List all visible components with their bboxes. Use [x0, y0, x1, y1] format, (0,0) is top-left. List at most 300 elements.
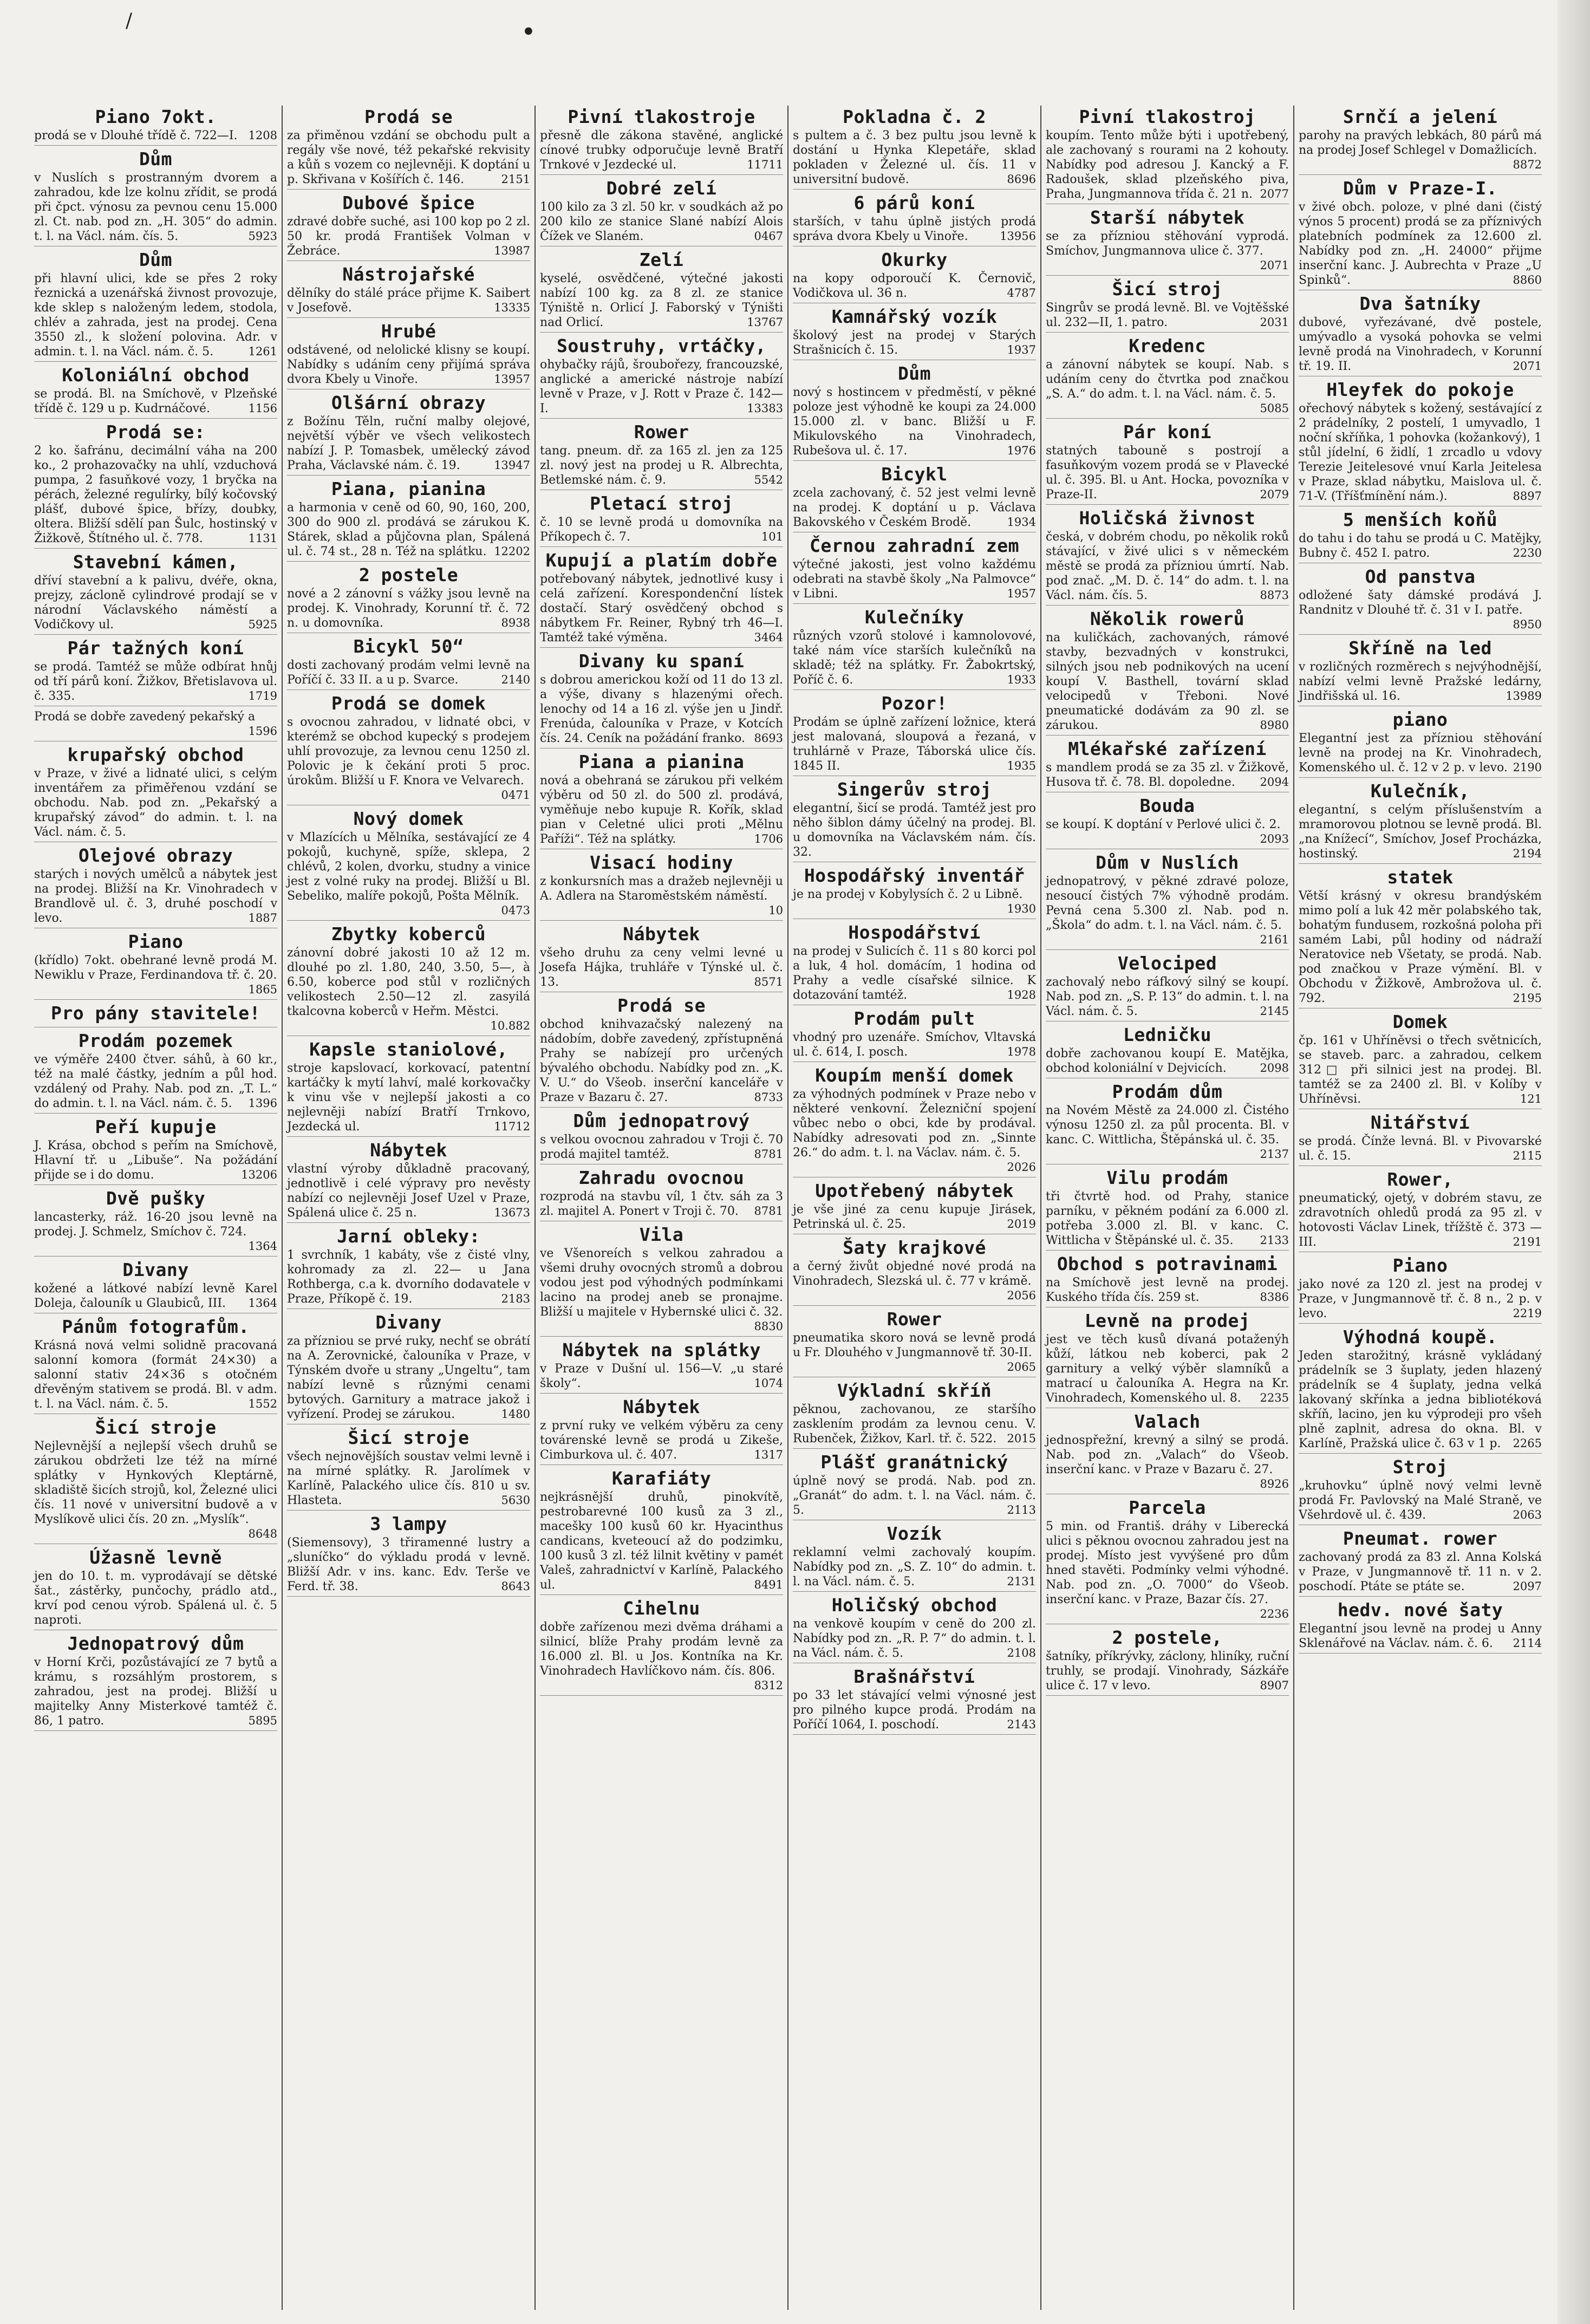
- ad-body: [793, 1087, 1036, 1174]
- ad-text: je na prodej v Kobylysích č. 2 u Libně.: [793, 888, 1023, 901]
- ad-number: 2151: [501, 173, 530, 186]
- classified-ad: [34, 1031, 277, 1114]
- ad-body: [540, 1017, 783, 1105]
- ad-number: 1930: [1007, 902, 1036, 915]
- ad-body: [34, 1655, 277, 1728]
- ad-body: [1299, 1622, 1542, 1651]
- ad-text: starých i nových umělců a nábytek jest na prodej. Bližší na Kr. Vinohradech v Brandlově ul. č. 3, druhé poschodí v levo.: [34, 868, 277, 925]
- ad-title: Dům: [139, 148, 173, 170]
- ad-title: Vila: [639, 1224, 684, 1245]
- column-1: [30, 106, 283, 2310]
- ad-title: Visací hodiny: [590, 852, 733, 873]
- ad-body: [540, 1490, 783, 1592]
- classified-ad: [1299, 1112, 1542, 1166]
- classified-ad: [793, 1309, 1036, 1377]
- ad-number: 3464: [754, 631, 783, 644]
- ad-title: Domek: [1392, 1011, 1448, 1032]
- ad-text: čp. 161 v Uhříněvsi o třech světnicích, se staveb. parc. a zahradou, celkem 312□ při silnici jest na prodej. Bl. tamtéž se za 2400 zl. Bl. v Kolíby v Uhříněvsi.: [1299, 1034, 1542, 1106]
- ad-body: [793, 1202, 1036, 1232]
- ad-body: [1299, 660, 1542, 704]
- ad-body: [287, 1162, 530, 1220]
- ad-text: Singrův se prodá levně. Bl. ve Vojtěšské ul. 232—II, 1. patro.: [1046, 301, 1289, 329]
- ad-number: 1978: [1007, 1045, 1036, 1058]
- ad-title: Nástrojařské: [342, 264, 475, 285]
- ad-text: prodá se v Dlouhé třídě č. 722—I.: [34, 129, 238, 142]
- classified-ad: [1046, 1254, 1289, 1307]
- ad-text: zachovaný prodá za 83 zl. Anna Kolská v Praze, v Jungmannově tř. 11 n. v 2. poschodí. Ptáte se ptáte se.: [1299, 1551, 1542, 1593]
- ad-number: 8386: [1260, 1291, 1289, 1304]
- ad-text: 2 ko. šafránu, decimální váha na 200 ko., 2 prohazovačky na uhlí, vzduchová pumpa, 2 fasuňkové vozy, 1 bryčka na pérách, železné regulírky, bílý kočovský plášť, dubové špice, břízy, doubky, oltera. Bližší sdělí pan Šulc, hostinský v Žižkově, Štítného ul. č. 778.: [34, 444, 277, 545]
- classified-ad: [540, 178, 783, 246]
- ad-text: v Nuslích s prostranným dvorem a zahradou, kde lze kolnu zřídit, se prodá při čpct. výnosu za pevnou cenu 15.000 zl. Ct. nab. pod zn. „H. 305“ do admin. t. l. na Václ. nám. čís. 5.: [34, 171, 277, 243]
- ad-body: [1046, 630, 1289, 733]
- ad-number: 101: [761, 530, 783, 543]
- ad-body: [34, 171, 277, 244]
- ad-text: nejkrásnější druhů, pinokvítě, pestrobarevné 100 kusů za 3 zl., macešky 100 kusů 60 kr. Hyacinthus candicans, kveteoucí až do podzimku, 100 kusů 3 zl. též lilnit květiny v pamét Valeš, zahradnictví v Karlíně, Palackého ul.: [540, 1490, 783, 1592]
- ad-body: [34, 1210, 277, 1253]
- ad-title: Olšární obrazy: [331, 392, 486, 413]
- ad-number: 0467: [754, 230, 783, 243]
- ad-text: koupím. Tento může býti i upotřebený, ale zachovaný s rourami na 2 kohouty. Nabídky pod adresou J. Kancký a F. Radoušek, sklad plzeňského piva, Praha, Jungmannova třída č. 21 n.: [1046, 129, 1289, 201]
- ad-title: Holičský obchod: [831, 1594, 998, 1616]
- ad-number: 8312: [754, 1679, 783, 1692]
- ad-title: Dům jednopatrový: [573, 1110, 750, 1131]
- classified-ad: [287, 809, 530, 921]
- ad-number: 1933: [1007, 673, 1036, 686]
- classified-ad: [1299, 1327, 1542, 1454]
- ad-title: Singerův stroj: [837, 779, 992, 800]
- ad-number: 2133: [1260, 1234, 1289, 1247]
- ad-number: 8491: [754, 1578, 783, 1591]
- ad-number: 2031: [1260, 316, 1289, 329]
- ad-text: Jeden starožitný, krásně vykládaný prádelník se 3 šuplaty, jeden hlazený prádelník se 4 šuplaty, jedna velká lakovaný skřínka a jedna bibliotéková skříň, lacino, jen ku výprodeji pro všeh plně zaplnit, adresa do okna. Bl. v Karlíně, Pražská ulice č. 63 v 1 p.: [1299, 1349, 1542, 1450]
- ad-number: 12202: [494, 545, 530, 558]
- ad-body: [287, 1061, 530, 1134]
- ad-text: J. Krása, obchod s peřím na Smíchově, Hlavní tř. u „Libuše“. Na požádání přijde se i do domu.: [34, 1139, 277, 1182]
- ad-title: Divany: [375, 1312, 442, 1333]
- ad-body: [540, 200, 783, 244]
- classified-ad: [1299, 867, 1542, 1008]
- ad-body: [793, 1331, 1036, 1373]
- ad-title: Prodá se domek: [331, 693, 486, 714]
- classified-ad: [1046, 953, 1289, 1021]
- classified-ad: [1046, 207, 1289, 276]
- ad-title: Prodám dům: [1112, 1081, 1223, 1102]
- classified-ad: [287, 1428, 530, 1511]
- classified-ad: [1299, 1457, 1542, 1525]
- ad-title: Hospodářský inventář: [804, 865, 1025, 886]
- ad-title: Výhodná koupě.: [1343, 1326, 1498, 1347]
- classified-ad: [34, 1417, 277, 1544]
- ad-body: [287, 414, 530, 473]
- ad-title: Kulečník,: [1370, 780, 1470, 802]
- ad-body: [540, 444, 783, 487]
- ad-text: Větší krásný v okresu brandýském mimo polí a luk 42 měr polabského tak, bohatým fundusem, rozkošná poloha při samém Labi, půl hodiny od nádraží Neratovice neb Všetaty, se prodá. Nab. pod značkou v Praze výmění. Bl. v Obchodu v Žižkově, Ambrožova ul. č. 792.: [1299, 889, 1542, 1005]
- ad-body: [793, 887, 1036, 915]
- classified-ad: [793, 363, 1036, 461]
- classified-ad: [1299, 510, 1542, 563]
- ad-text: s velkou ovocnou zahradou v Troji č. 70 prodá majitel tamtéž.: [540, 1133, 783, 1161]
- ad-number: 2077: [1260, 187, 1289, 200]
- classified-ad: [1299, 567, 1542, 635]
- ad-number: 8693: [754, 732, 783, 745]
- classified-ad: [793, 536, 1036, 604]
- classified-ad: [34, 365, 277, 419]
- ad-number: 13206: [241, 1168, 277, 1181]
- ad-body: [540, 271, 783, 330]
- classified-ad: [540, 1397, 783, 1465]
- ad-text: zcela zachovaný, č. 52 jest velmi levně na prodej. K doptání u p. Václava Bakovského v Českém Brodě.: [793, 486, 1036, 529]
- ad-title: Pár koní: [1123, 421, 1211, 442]
- ad-body: [287, 128, 530, 187]
- ad-title: Soustruhy, vrtáčky,: [557, 335, 766, 356]
- classified-ad: [1299, 294, 1542, 376]
- ad-body: [793, 1402, 1036, 1446]
- classified-ad: [540, 752, 783, 849]
- ad-title: Prodá se: [364, 106, 453, 127]
- classified-ad: [287, 264, 530, 318]
- ad-text: za přízniou se prvé ruky, nechť se obrátí na A. Zerovnické, čalouníka v Praze, v Týnském dvoře u strany „Ungeltu“, tam nabízí levně s různými cenami bytových. Garnitury a matrace jakož i vyřízení. Prodej se zárukou.: [287, 1334, 530, 1421]
- ad-number: 4787: [1007, 287, 1036, 300]
- ad-number: 5895: [248, 1714, 277, 1727]
- ad-number: 1364: [248, 1240, 277, 1253]
- ad-number: 11712: [494, 1120, 530, 1133]
- ad-body: [34, 387, 277, 416]
- ad-body: [1046, 1433, 1289, 1490]
- ad-body: [34, 1439, 277, 1540]
- ad-title: Nábytek: [623, 923, 700, 945]
- classified-ad: [34, 638, 277, 706]
- classified-ad: [793, 307, 1036, 360]
- ad-body: [540, 357, 783, 416]
- ad-text: v Praze v Dušní ul. 156—V. „u staré školy“.: [540, 1362, 783, 1390]
- ad-body: [793, 1545, 1036, 1589]
- column-3: [536, 106, 789, 2310]
- ad-number: 8872: [1513, 158, 1542, 171]
- ad-text: v Horní Krči, pozůstávající ze 7 bytů a krámu, s rozsáhlým prostorem, s zahradou, jest na prodej. Bližší u majitelky Anny Misterkové tamtéž č. 86, 1 patro.: [34, 1656, 277, 1728]
- classified-ad: [540, 1225, 783, 1337]
- ad-body: [793, 214, 1036, 244]
- ad-text: na Smíchově jest levně na prodej. Kuského třída čís. 259 st.: [1046, 1276, 1289, 1304]
- ad-title: 2 postele: [359, 564, 459, 585]
- classified-ad: [793, 1181, 1036, 1234]
- ad-text: a zánovní nábytek se koupí. Nab. s udáním ceny do čtvrtka pod značkou „S. A.“ do adm. t. l. na Václ. nám. č. 5.: [1046, 358, 1289, 401]
- column-6: [1294, 106, 1546, 2310]
- ad-number: 121: [1520, 1092, 1542, 1105]
- classified-ad: [1046, 852, 1289, 950]
- classified-ad: [793, 193, 1036, 246]
- ad-number: 8696: [1007, 173, 1036, 186]
- top-mark: /: [126, 10, 133, 32]
- ad-text: všeho druhu za ceny velmi levné u Josefa Hájka, truhláře v Týnské ul. č. 13.: [540, 946, 783, 989]
- ad-body: [287, 1334, 530, 1422]
- ad-title: Parcela: [1129, 1497, 1206, 1518]
- ad-number: 2190: [1513, 761, 1542, 774]
- ad-title: Pro pány stavitele!: [51, 1002, 260, 1024]
- ad-body: jen do 10. t. m. vyprodávají se dětské šat., zástěrky, punčochy, prádlo atd., krví pod cenou výrob. Spálená ul. č. 5 naproti.: [34, 1570, 277, 1627]
- column-5: [1041, 106, 1294, 2310]
- ad-body: [287, 343, 530, 387]
- ad-title: Nábytek: [623, 1396, 700, 1417]
- ad-text: Krásná nová velmi solidně pracovaná salonní komora (formát 24×30) a salonní stativ 24×36 s otočném dřevěným stativem se prodá. Bl. v adm. t. l. na Václ. nám. č. 5.: [34, 1339, 277, 1411]
- ad-body: [1046, 1332, 1289, 1405]
- ad-title: Hleyfek do pokoje: [1326, 379, 1514, 400]
- ad-number: 1480: [501, 1408, 530, 1421]
- classified-ad: [34, 1260, 277, 1313]
- classified-ad: [540, 107, 783, 175]
- ad-text: jednospřežní, krevný a silný se prodá. Nab. pod zn. „Valach“ do Všeob. inserční kanc. v Praze v Bazaru č. 27.: [1046, 1434, 1289, 1476]
- ad-title: 5 menších koňů: [1343, 509, 1498, 530]
- ad-title: Kapsle staniolové,: [309, 1039, 508, 1060]
- ad-number: 2093: [1260, 832, 1289, 845]
- ad-text: česká, v dobrém chodu, po několik roků stávající, v živé ulici s v německém městě se prodá za přízniou úmrtí. Nab. pod znač. „M. D. č. 14“ do adm. t. l. na Václ. nám. čís. 5.: [1046, 530, 1289, 602]
- classified-ad: [34, 149, 277, 246]
- ad-title: Dobré zelí: [606, 178, 717, 199]
- classified-ad: [793, 1065, 1036, 1177]
- ad-body: [1046, 128, 1289, 201]
- classified-ad: [1299, 107, 1542, 175]
- ad-number: 1719: [248, 689, 277, 702]
- ad-number: 1934: [1007, 516, 1036, 529]
- classified-ad: [540, 422, 783, 490]
- ad-number: 2026: [1007, 1161, 1036, 1174]
- ad-number: 10.882: [490, 1019, 530, 1032]
- ad-text: odstávené, od nelolické klisny se koupí. Nabídky s udáním ceny přijímá správa dvora Kbely u Vinoře.: [287, 343, 530, 386]
- classified-ad: [793, 1452, 1036, 1520]
- ad-title: Divany ku spaní: [578, 650, 745, 672]
- ad-title: Od panstva: [1365, 566, 1476, 587]
- ad-body: [1299, 1033, 1542, 1106]
- ad-title: Prodá se: [617, 995, 706, 1016]
- ad-title: Nábytek na splátky: [562, 1339, 761, 1360]
- ad-body: [1046, 444, 1289, 502]
- ad-text: zachovalý nebo ráfkový silný se koupí. Nab. pod zn. „S. P. 13“ do admin. t. l. na Václ. nám. č. 5.: [1046, 975, 1289, 1018]
- ad-title: 2 postele,: [1112, 1627, 1223, 1648]
- classified-ad: [1299, 1528, 1542, 1597]
- ad-body: [540, 1246, 783, 1333]
- classified-ad: [540, 995, 783, 1108]
- classified-ad: [287, 479, 530, 562]
- ad-title: Piano: [128, 931, 184, 952]
- ad-title: Šicí stroje: [95, 1417, 217, 1438]
- ad-title: Holičská živnost: [1079, 507, 1256, 529]
- classified-ad: [287, 1039, 530, 1137]
- classified-ad: [287, 393, 530, 476]
- classified-ad: [34, 1317, 277, 1414]
- ad-number: 1131: [248, 532, 277, 545]
- dot-mark: ●: [524, 25, 533, 36]
- classified-ad: [287, 107, 530, 190]
- ad-body: elegantní, šicí se prodá. Tamtéž jest pro něho šiblon dámy účelný na prodej. Bl. u domovníka na Václavském nám. čís. 32.: [793, 802, 1036, 859]
- ad-body: [34, 1281, 277, 1311]
- classified-ad: [540, 924, 783, 992]
- ad-title: Dva šatníky: [1359, 293, 1481, 314]
- classified-ad: [34, 552, 277, 635]
- ad-number: 1208: [248, 129, 277, 142]
- ad-title: Černou zahradní zem: [810, 535, 1019, 556]
- ad-title: Dům v Praze-I.: [1343, 178, 1498, 199]
- ad-number: 8897: [1513, 490, 1542, 503]
- ad-text: elegantní, s celým příslušenstvím a mramorovou plotnou se levně prodá. Bl. „na Knížecí“, Smíchov, Josef Procházka, hostinský.: [1299, 803, 1542, 861]
- ad-text: se koupí. K doptání v Perlové ulici č. 2.: [1046, 818, 1281, 831]
- ad-text: se prodá. Bl. na Smíchově, v Plzeňské třídě č. 129 u p. Kudrnáčové.: [34, 387, 277, 415]
- ad-number: 13989: [1506, 689, 1542, 702]
- ad-text: kyselé, osvědčené, výtečné jakosti nabízí 100 kg. za 8 zl. ze stanice Týniště n. Orlicí J. Faborský v Týništi nad Orlicí.: [540, 272, 783, 329]
- ad-title: Plášť granátnický: [820, 1451, 1008, 1473]
- ad-title: Prodá se:: [106, 421, 206, 442]
- classified-ad: [793, 107, 1036, 190]
- classified-ad: [1046, 422, 1289, 505]
- ad-body: [540, 673, 783, 746]
- ad-body: [793, 128, 1036, 187]
- ad-title: Dům v Nuslích: [1096, 852, 1239, 873]
- classified-ad: [793, 865, 1036, 919]
- ad-body: [1046, 1275, 1289, 1305]
- classified-ad: [287, 636, 530, 690]
- ad-title: Vozík: [887, 1523, 942, 1544]
- classified-ad: [793, 779, 1036, 862]
- ad-text: vlastní výroby důkladně pracovaný, jednotlivě i celé výpravy pro nevěsty nabízí co nejlevněji Josef Uzel v Praze, Spálená ulice č. 25 n.: [287, 1162, 530, 1220]
- ad-number: 2015: [1007, 1432, 1036, 1445]
- classified-ad: [1299, 1600, 1542, 1654]
- ad-title: Výkladní skříň: [837, 1380, 992, 1401]
- ad-title: Dům: [139, 249, 173, 270]
- ad-body: [1299, 1277, 1542, 1321]
- ad-title: Jarní obleky:: [337, 1226, 480, 1247]
- ad-text: s pultem a č. 3 bez pultu jsou levně k dostání u Hynka Klepetáře, sklad pokladen v Železné ul. čís. 11 v universitní budově.: [793, 129, 1036, 186]
- ad-text: různých vzorů stolové i kamnolovové, také nám více starších kulečníků na skladě; též na splátky. Fr. Žabokrtský, Poříč č. 6.: [793, 629, 1036, 687]
- classified-ad: [540, 1168, 783, 1221]
- ad-text: pneumatický, ojetý, v dobrém stavu, ze zdravotních ohledů prodá za 95 zl. v hotovosti Václav Linek, třížště č. 373 —III.: [1299, 1192, 1542, 1249]
- ad-text: dříví stavební a k palivu, dvéře, okna, prejzy, zácloně cylindrové prodají se v národní Václavského náměstí a Vodičkovy ul.: [34, 574, 277, 632]
- classified-ad: [287, 1226, 530, 1309]
- ad-number: 8938: [501, 616, 530, 629]
- ad-text: je vše jiné za cenu kupuje Jirásek, Petrinská ul. č. 25.: [793, 1203, 1036, 1231]
- ad-number: 8873: [1260, 589, 1289, 602]
- classified-ad: [1046, 739, 1289, 792]
- classified-ad: [1046, 1411, 1289, 1494]
- ad-body: [287, 500, 530, 559]
- ad-number: 5630: [501, 1494, 530, 1507]
- ad-body: [793, 1474, 1036, 1518]
- ad-text: výtečné jakosti, jest volno každému odebrati na stavbě školy „Na Palmovce“ v Libni.: [793, 558, 1036, 601]
- ad-text: Nejlevnější a nejlepší všech druhů se zárukou obdržeti lze též na mírné splátky v Hynkových Kleptárně, skladiště šicích strojů, kol, Železné ulici čís. 11 nové v universitní budově a v Myslíkově ulici čís. 20 zn. „Myslík“.: [34, 1440, 277, 1526]
- ad-number: 8648: [248, 1527, 277, 1540]
- ad-text: přesně dle zákona stavěné, anglické cínové trubky odporučuje levně Bratří Trnkové v Jezdecké ul.: [540, 129, 783, 172]
- ad-body: [1046, 874, 1289, 946]
- ad-text: s mandlem prodá se za 35 zl. v Žižkově, Husova tř. č. 78. Bl. dopoledne.: [1046, 761, 1289, 789]
- ad-text: na kuličkách, zachovaných, rámové stavby, bezvadných v konstrukci, silných jsou neb podnikových na ucení koupí V. Basthell, tovární sklad velocipedů v Třeboni. Nové pneumatické dodávám za 90 zl. se zárukou.: [1046, 631, 1289, 732]
- ad-text: ohybačky rájů, šroubořezy, francouzské, anglické a americké nástroje nabízí levně v Praze, v J. Rott v Praze č. 142—I.: [540, 358, 783, 415]
- classified-ad: [1046, 107, 1289, 204]
- ad-title: Valach: [1134, 1411, 1201, 1432]
- ad-text: tang. pneum. dř. za 165 zl. jen za 125 zl. nový jest na prodej u R. Albrechta, Betlemské nám. č. 9.: [540, 444, 783, 487]
- ad-number: 1596: [248, 725, 277, 738]
- ad-body: [1046, 229, 1289, 272]
- classified-ad: [793, 464, 1036, 532]
- ad-body: [34, 271, 277, 359]
- ad-body: [1046, 1519, 1289, 1620]
- classified-ad: [34, 709, 277, 741]
- ad-body: [793, 557, 1036, 601]
- ad-title: Pivní tlakostroj: [1079, 106, 1256, 127]
- classified-ad: [1046, 1311, 1289, 1408]
- ad-text: stroje kapslovací, korkovací, patentní kartáčky k mytí lahví, malé korkovačky k vinu vše v nejlepší jakosti a co nejlevněji nabízí Bratří Trnkovo, Jezdecká ul.: [287, 1062, 530, 1134]
- ad-text: z konkursních mas a dražeb nejlevněji u A. Adlera na Staroměstském náměstí.: [540, 875, 783, 903]
- ad-text: v živé obch. poloze, v plné dani (čistý výnos 5 procent) prodá se za příznivých platebních podmínek za 12.600 zl. Nabídky pod zn. „H. 24000“ přijme inserční kanc. J. Aubrechta v Praze „U Spinků“.: [1299, 200, 1542, 287]
- ad-number: 2235: [1260, 1391, 1289, 1404]
- ad-title: Divany: [122, 1259, 189, 1280]
- ad-body: [1046, 1103, 1289, 1161]
- ad-number: 8830: [754, 1320, 783, 1333]
- ad-title: Starší nábytek: [1090, 207, 1245, 228]
- ad-number: 8926: [1260, 1477, 1289, 1490]
- ad-text: dosti zachovaný prodám velmi levně na Poříčí č. 33 II. a u p. Svarce.: [287, 659, 530, 687]
- ad-number: 1552: [248, 1397, 277, 1410]
- ad-title: Levně na prodej: [1084, 1310, 1250, 1331]
- ad-text: při hlavní ulici, kde se přes 2 roky řeznická a uzenářská živnost provozuje, kde sklep s naloženým ledem, stodola, chlév a zahrada, jest na prodej. Cena 3550 zl., k složení polovina. Adr. v admin. t. l. na Václ. nám. č. 5.: [34, 272, 277, 359]
- ad-text: všech nejnovějších soustav velmi levně i na mírné splátky. R. Jarolímek v Karlíně, Palackého ulice čís. 810 u sv. Hlasteta.: [287, 1450, 530, 1507]
- classified-ad: [793, 1666, 1036, 1735]
- ad-number: 2097: [1513, 1580, 1542, 1593]
- classified-ad: [540, 250, 783, 333]
- ad-body: [34, 660, 277, 704]
- ad-number: 2145: [1260, 1005, 1289, 1018]
- ad-number: 5923: [248, 230, 277, 243]
- ad-number: 13947: [494, 459, 530, 472]
- ad-title: Pár tažných koní: [67, 637, 244, 659]
- ad-number: 2140: [501, 673, 530, 686]
- ad-body: [540, 572, 783, 645]
- ad-number: 2131: [1007, 1575, 1036, 1588]
- ad-text: 1 svrchník, 1 kabáty, vše z čisté vlny, kohromady za zl. 22— u Jana Rothberga, c.a k. dvorního dodavatele v Praze, Příkopě č. 19.: [287, 1248, 530, 1306]
- ad-title: Kupují a platím dobře: [545, 550, 778, 571]
- classified-ad: [1299, 1012, 1542, 1109]
- ad-title: Piana a pianina: [578, 751, 745, 772]
- ad-text: parohy na pravých lebkách, 80 párů má na prodej Josef Schlegel v Domažlicích.: [1299, 129, 1542, 157]
- ad-title: Olejové obrazy: [78, 845, 233, 866]
- ad-text: 100 kilo za 3 zl. 50 kr. v soudkách až po 200 kilo ze stanice Slané nabízí Alois Čížek ve Slaném.: [540, 200, 783, 243]
- ad-number: 2063: [1513, 1508, 1542, 1521]
- ad-text: po 33 let stávající velmi výnosné jest pro pilného kupce prodá. Prodám na Poříčí 1064, I. poschodí.: [793, 1689, 1036, 1731]
- classified-ad: [1046, 796, 1289, 849]
- ad-title: Kamnářský vozík: [831, 306, 998, 327]
- ad-text: obchod knihvazačský nalezený na nádobím, dobře zavedený, zpřístupněná Prahy se nabízejí pro určených bývalého obchodu. Nabídky pod zn. „K. V. U.“ do Všeob. inserční kanceláře v Praze v Bazaru č. 27.: [540, 1018, 783, 1104]
- ad-number: 0473: [501, 904, 530, 917]
- ad-number: 2065: [1007, 1360, 1036, 1373]
- classified-ad: [34, 422, 277, 549]
- ad-title: 6 párů koní: [853, 192, 975, 213]
- ad-number: 2071: [1513, 360, 1542, 373]
- classified-ad: [34, 1003, 277, 1027]
- classified-ad: [540, 1111, 783, 1164]
- ad-title: hedv. nové šaty: [1337, 1599, 1503, 1620]
- ad-text: ve výměře 2400 čtver. sáhů, à 60 kr., též na malé částky, jedním a půl hod. vzdálený od Prahy. Nab. pod zn. „T. L.“ do admin. t. l. na Václ. nám. č. 5.: [34, 1053, 277, 1110]
- ad-number: 2195: [1513, 992, 1542, 1005]
- ad-body: [540, 128, 783, 172]
- ad-body: [540, 1362, 783, 1391]
- ad-text: Elegantní jsou levně na prodej u Anny Sklenářové na Václav. nám. č. 6.: [1299, 1622, 1542, 1650]
- ad-number: 1156: [248, 402, 277, 415]
- ad-number: 5925: [248, 618, 277, 631]
- ad-number: 2114: [1513, 1637, 1542, 1650]
- classified-ad: [1046, 1628, 1289, 1696]
- ad-text: a černý živůt objedné nové prodá na Vinohradech, Slezská ul. č. 77 v krámě.: [793, 1260, 1036, 1288]
- ad-number: 8950: [1513, 618, 1542, 631]
- ad-title: Zbytky koberců: [331, 923, 486, 945]
- ad-title: Pivní tlakostroje: [568, 106, 755, 127]
- ad-text: Elegantní jest za přízniou stěhování levně na prodej na Kr. Vinohradech, Komenského ul. č. 12 v 2 p. v levo.: [1299, 732, 1542, 774]
